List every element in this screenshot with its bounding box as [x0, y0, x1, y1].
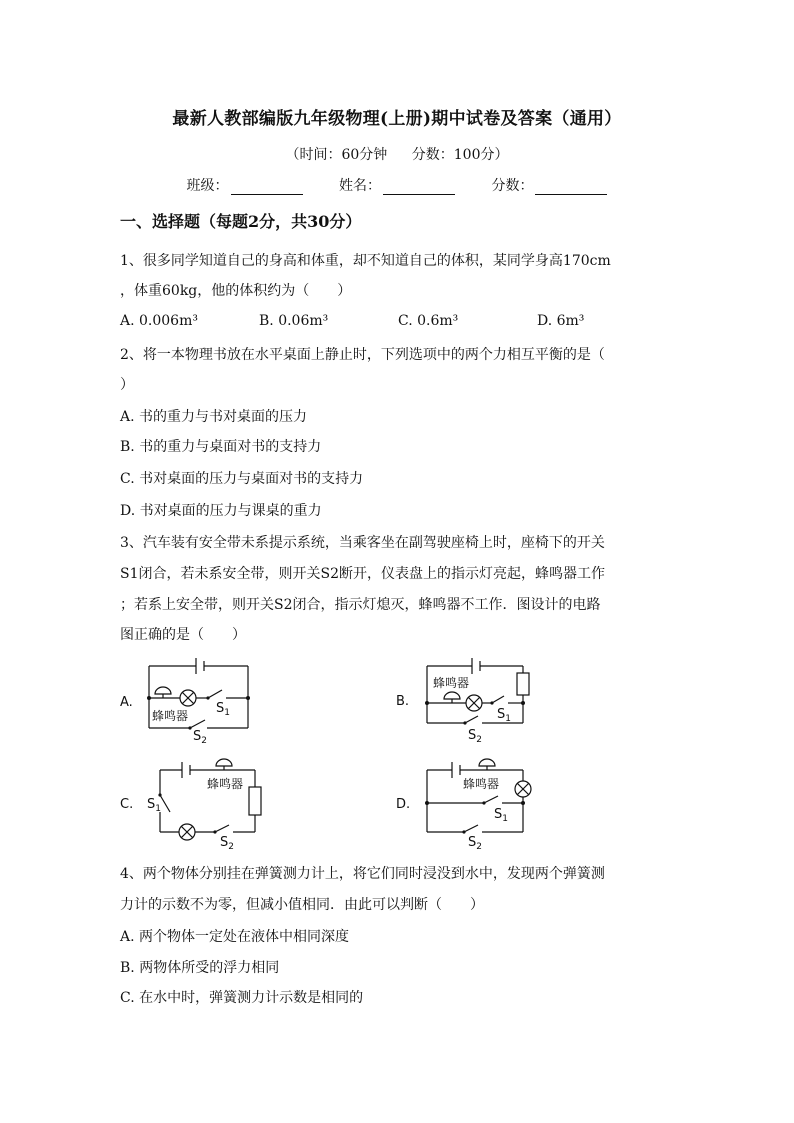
question-2-line-2: ） — [120, 377, 134, 393]
exam-total-score: 分数：100分） — [411, 147, 509, 163]
question-3-line-1: 3、汽车装有安全带未系提示系统，当乘客坐在副驾驶座椅上时，座椅下的开关 — [120, 535, 605, 551]
question-2-line-1: 2、将一本物理书放在水平桌面上静止时，下列选项中的两个力相互平衡的是（ — [120, 347, 605, 363]
q2-option-b[interactable]: B. 书的重力与桌面对书的支持力 — [120, 439, 322, 455]
q1-option-d[interactable]: D. 6m³ — [537, 313, 585, 329]
circuit-label-b[interactable]: B. — [396, 694, 410, 709]
q4-option-c[interactable]: C. 在水中时，弹簧测力计示数是相同的 — [120, 990, 364, 1006]
name-field — [339, 175, 455, 195]
buzzer-label-a: 蜂鸣器 — [152, 709, 189, 723]
score-label: 分数： — [491, 178, 534, 194]
question-3-line-2: S1闭合，若未系安全带，则开关S2断开，仪表盘上的指示灯亮起，蜂鸣器工作 — [120, 566, 605, 582]
exam-meta — [0, 144, 794, 164]
buzzer-label-c: 蜂鸣器 — [207, 777, 244, 791]
question-4-line-1: 4、两个物体分别挂在弹簧测力计上，将它们同时浸没到水中，发现两个弹簧测 — [120, 866, 605, 882]
switch-s1-label-c: $S_1$ — [147, 797, 161, 814]
switch-s2-label-c: $S_2$ — [220, 835, 234, 852]
buzzer-label-d: 蜂鸣器 — [463, 777, 500, 791]
exam-time: （时间：60分钟 — [285, 147, 388, 163]
question-4-line-2: 力计的示数不为零，但减小值相同．由此可以判断（ ） — [120, 897, 484, 913]
q2-option-a[interactable]: A. 书的重力与书对桌面的压力 — [120, 409, 308, 425]
name-label: 姓名： — [339, 178, 381, 194]
q2-option-c[interactable]: C. 书对桌面的压力与桌面对书的支持力 — [120, 471, 364, 487]
circuit-label-a[interactable]: A. — [120, 695, 133, 710]
q4-option-b[interactable]: B. 两物体所受的浮力相同 — [120, 960, 280, 976]
class-blank[interactable] — [231, 180, 303, 195]
switch-s2-label-b: $S_2$ — [468, 728, 482, 745]
switch-s1-label-a: $S_1$ — [216, 701, 230, 718]
circuit-label-d[interactable]: D. — [396, 797, 411, 812]
question-3-line-4: 图正确的是（ ） — [120, 627, 246, 643]
buzzer-label-b: 蜂鸣器 — [433, 676, 470, 690]
student-info-row — [0, 175, 794, 195]
circuit-b — [427, 658, 529, 723]
switch-s1-label-d: $S_1$ — [494, 807, 508, 824]
score-field — [491, 175, 607, 195]
circuit-label-c[interactable]: C. — [120, 797, 134, 812]
question-1-line-2: ，体重60kg，他的体积约为（ ） — [120, 283, 352, 299]
score-blank[interactable] — [535, 180, 607, 195]
q1-option-b[interactable]: B. 0.06m³ — [259, 313, 329, 329]
question-1-options — [120, 313, 676, 329]
name-blank[interactable] — [383, 180, 455, 195]
page-title: 最新人教部编版九年级物理(上册)期中试卷及答案（通用） — [172, 109, 622, 129]
circuit-d — [427, 759, 531, 832]
question-1-line-1: 1、很多同学知道自己的身高和体重，却不知道自己的体积，某同学身高170cm — [120, 253, 611, 269]
q1-option-a[interactable]: A. 0.006m³ — [120, 313, 198, 329]
switch-s1-label-b: $S_1$ — [497, 707, 511, 724]
switch-s2-label-a: $S_2$ — [193, 729, 207, 746]
class-label: 班级： — [186, 178, 229, 194]
q2-option-d[interactable]: D. 书对桌面的压力与课桌的重力 — [120, 503, 322, 519]
class-field — [187, 175, 303, 195]
q1-option-c[interactable]: C. 0.6m³ — [398, 313, 459, 329]
circuit-diagrams — [0, 650, 794, 855]
switch-s2-label-d: $S_2$ — [468, 835, 482, 852]
q4-option-a[interactable]: A. 两个物体一定处在液体中相同深度 — [120, 929, 350, 945]
question-3-line-3: ；若系上安全带，则开关S2闭合，指示灯熄灭，蜂鸣器不工作．图设计的电路 — [120, 597, 601, 613]
section-heading: 一、选择题（每题2分，共30分） — [120, 212, 362, 231]
circuit-c — [160, 759, 261, 840]
